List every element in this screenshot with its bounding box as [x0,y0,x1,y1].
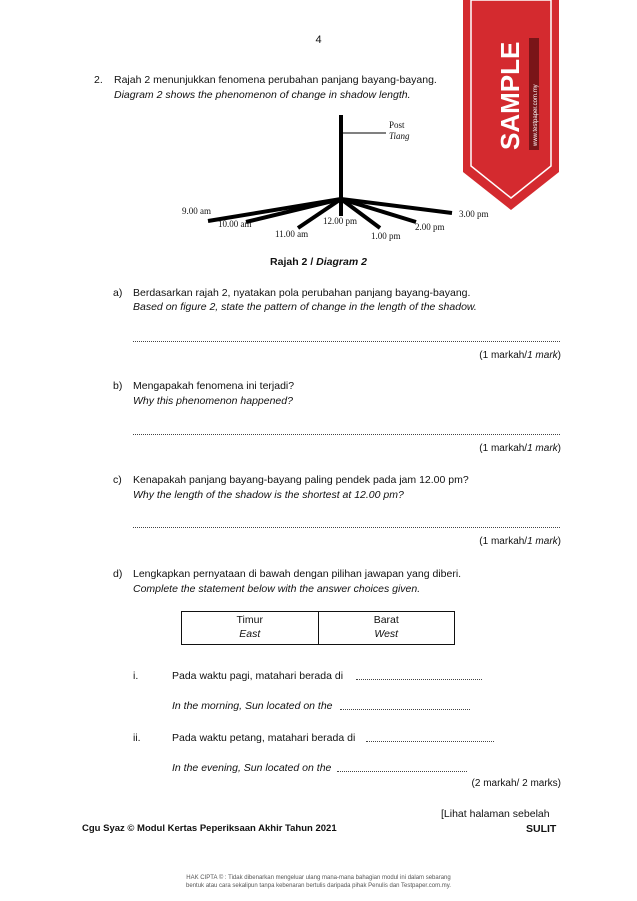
author-credit: Cgu Syaz © Modul Kertas Peperiksaan Akhir Tahun 2021 [82,823,337,834]
part-c-mark: (1 markah/1 mark) [479,536,561,547]
statement-ii-ms-answer[interactable] [366,741,494,742]
part-c-text-ms: Kenapakah panjang bayang-bayang paling pendek pada jam 12.00 pm? [133,474,469,486]
part-d-label: d) [113,568,123,580]
answer-choices-table [181,611,455,645]
time-label-2pm: 2.00 pm [415,222,445,232]
part-c-text-en: Why the length of the shadow is the shortest at 12.00 pm? [133,489,404,501]
statement-ii-en: In the evening, Sun located on the [172,762,332,774]
page-number: 4 [315,34,322,46]
time-label-9am: 9.00 am [182,206,211,216]
part-c-label: c) [113,474,122,486]
time-label-12pm: 12.00 pm [323,216,358,226]
question-number: 2. [94,74,103,86]
part-a-text-ms: Berdasarkan rajah 2, nyatakan pola perubahan panjang bayang-bayang. [133,287,471,299]
part-c-answer-line[interactable] [133,527,560,528]
sample-subtext: www.testpaper.com.my [533,84,539,146]
part-b-label: b) [113,380,123,392]
statement-ii-en-answer[interactable] [337,771,467,772]
statement-i-en: In the morning, Sun located on the [172,700,333,712]
diagram-caption: Rajah 2 / Diagram 2 [270,256,367,268]
statement-i-en-answer[interactable] [340,709,470,710]
part-b-text-ms: Mengapakah fenomena ini terjadi? [133,380,295,392]
copyright-line-1: HAK CIPTA © : Tidak dibenarkan mengeluar ulang mana-mana bahagian modul ini dalam sebarang [186,875,451,881]
time-label-11am: 11.00 am [275,229,309,239]
statement-i-ms: Pada waktu pagi, matahari berada di [172,670,344,682]
part-b-mark: (1 markah/1 mark) [479,443,561,454]
part-d-text-en: Complete the statement below with the answer choices given. [133,583,421,595]
next-page-note: [Lihat halaman sebelah [441,808,550,820]
time-label-3pm: 3.00 pm [459,209,489,219]
statement-i-ms-answer[interactable] [356,679,482,680]
part-a-answer-line[interactable] [133,341,560,342]
part-a-label: a) [113,287,123,299]
copyright-line-2: bentuk atau cara sekalipun tanpa kebenaran bertulis daripada pihak Penulis dan Testpaper.com.my. [186,883,451,889]
statement-i-num: i. [133,670,139,682]
post-label: Post [389,120,405,130]
time-label-10am: 10.00 am [218,219,252,229]
choice-east: Timur East [236,614,263,640]
part-d-text-ms: Lengkapkan pernyataan di bawah dengan pilihan jawapan yang diberi. [133,568,462,580]
question-text-ms: Rajah 2 menunjukkan fenomena perubahan panjang bayang-bayang. [114,74,437,86]
part-d-mark: (2 markah/ 2 marks) [471,778,561,789]
part-b-text-en: Why this phenomenon happened? [133,395,293,407]
part-b-answer-line[interactable] [133,434,560,435]
choice-west: Barat West [318,612,455,644]
sample-text: SAMPLE [495,41,525,150]
part-a-text-en: Based on figure 2, state the pattern of change in the length of the shadow. [133,301,477,313]
part-a-mark: (1 markah/1 mark) [479,350,561,361]
sulit-label: SULIT [526,823,557,835]
statement-ii-num: ii. [133,732,141,744]
time-label-1pm: 1.00 pm [371,231,401,241]
shadow-diagram [0,0,637,260]
statement-ii-ms: Pada waktu petang, matahari berada di [172,732,356,744]
post-label-ms: Tiang [389,131,410,141]
question-text-en: Diagram 2 shows the phenomenon of change in shadow length. [114,89,411,101]
